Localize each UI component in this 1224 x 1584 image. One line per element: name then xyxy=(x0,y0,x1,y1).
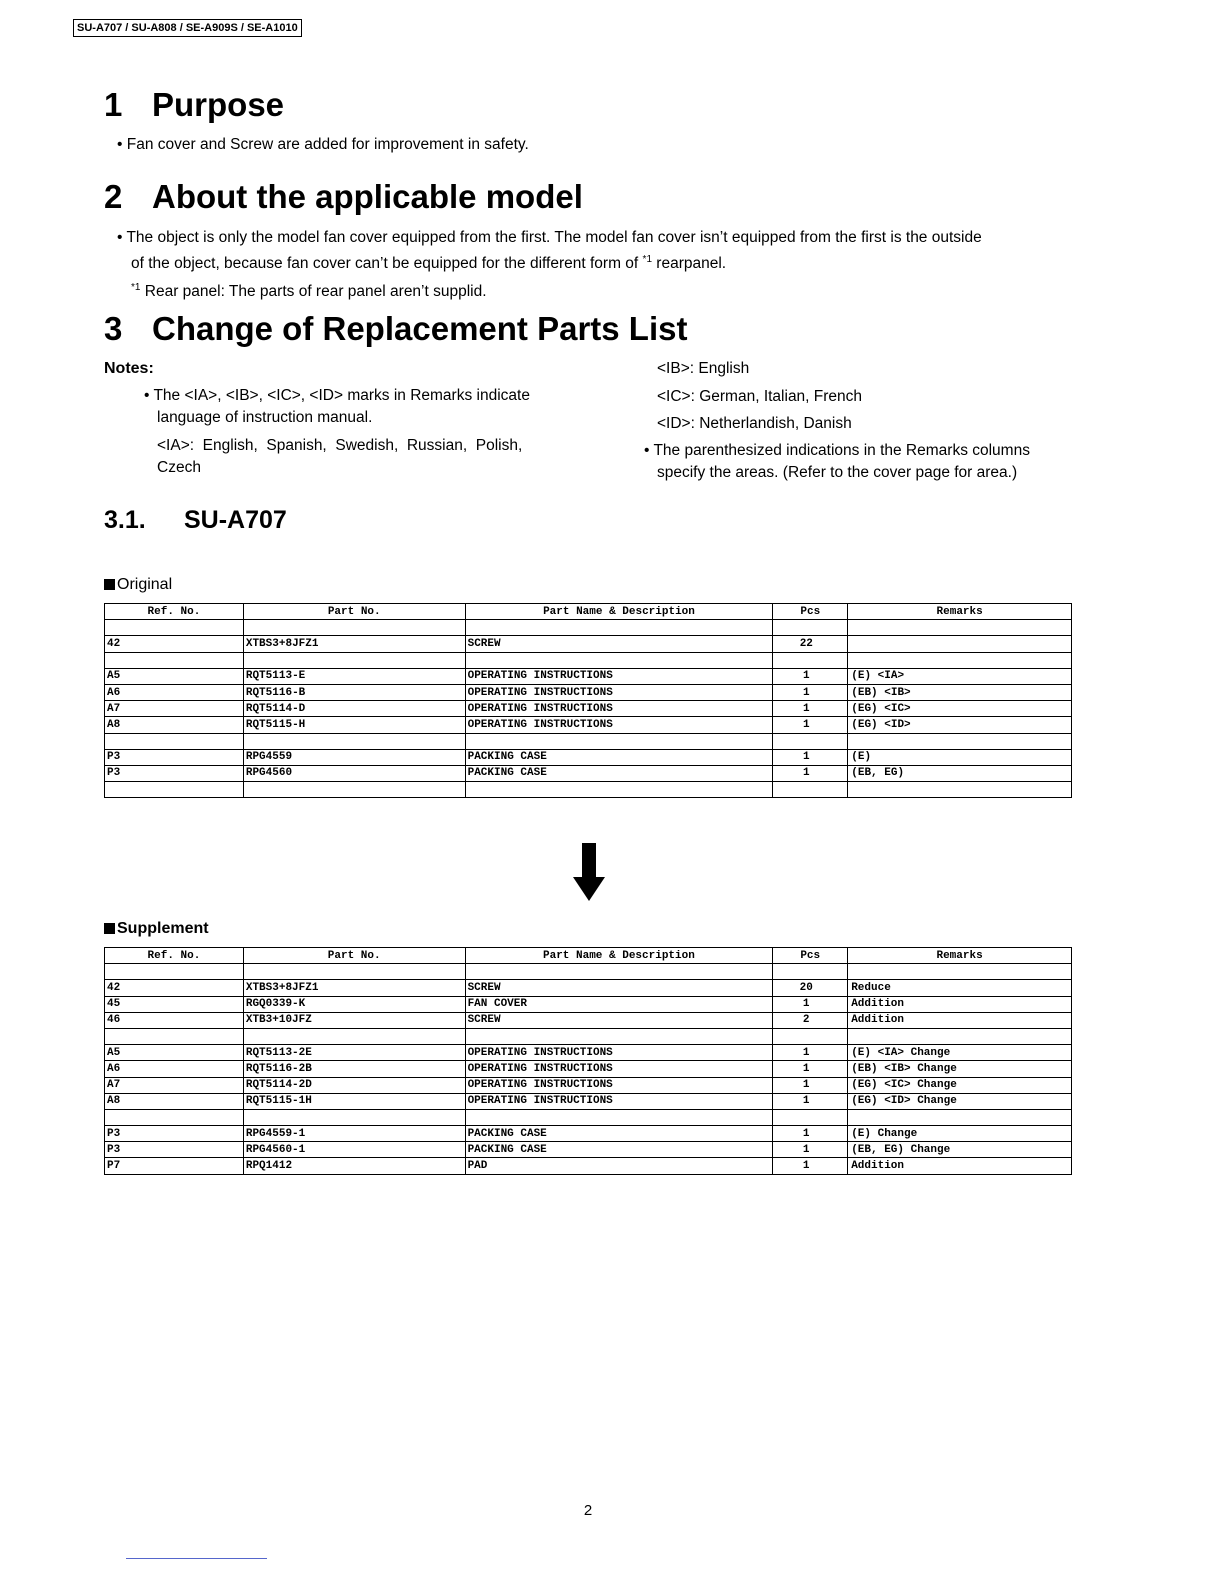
table-header-row xyxy=(105,604,1072,620)
ref-no-cell: A5 xyxy=(105,668,244,684)
remarks-cell xyxy=(848,1109,1072,1125)
bullet-text: of the object, because fan cover can’t be equipped for the different form of xyxy=(131,255,643,273)
original-parts-table xyxy=(104,603,1072,798)
table-row xyxy=(105,996,1072,1012)
pcs-cell: 1 xyxy=(773,684,848,700)
remarks-cell: Reduce xyxy=(848,980,1072,996)
pcs-cell: 1 xyxy=(773,1126,848,1142)
applicable-bullet-line1 xyxy=(117,227,982,249)
section-number: 1 xyxy=(104,86,123,123)
part-name-cell xyxy=(465,1028,773,1044)
section-title-text: Purpose xyxy=(152,86,285,123)
table-row xyxy=(105,1093,1072,1109)
part-no-cell xyxy=(243,1109,465,1125)
down-arrow-icon xyxy=(573,843,605,903)
pcs-cell: 1 xyxy=(773,1077,848,1093)
section-title-change xyxy=(104,309,687,349)
part-name-cell xyxy=(465,1109,773,1125)
table-row xyxy=(105,964,1072,980)
part-no-cell: XTB3+10JFZ xyxy=(243,1012,465,1028)
table-row xyxy=(105,1126,1072,1142)
ref-no-cell: A7 xyxy=(105,1077,244,1093)
part-no-cell xyxy=(243,620,465,636)
remarks-cell xyxy=(848,620,1072,636)
remarks-cell: (E) xyxy=(848,749,1072,765)
header-ref-no: Ref. No. xyxy=(105,604,244,620)
bullet-text: Fan cover and Screw are added for improvement in safety. xyxy=(126,136,529,153)
part-no-cell: RPQ1412 xyxy=(243,1158,465,1174)
note2-line2: specify the areas. (Refer to the cover page for area.) xyxy=(657,464,1018,481)
section-title-text: Change of Replacement Parts List xyxy=(152,310,688,347)
section-title-text: About the applicable model xyxy=(152,178,583,215)
pcs-cell: 22 xyxy=(773,636,848,652)
part-name-cell: FAN COVER xyxy=(465,996,773,1012)
part-name-cell: OPERATING INSTRUCTIONS xyxy=(465,668,773,684)
table-row xyxy=(105,1158,1072,1174)
ref-no-cell: A7 xyxy=(105,701,244,717)
note-text: The <IA>, <IB>, <IC>, <ID> marks in Remarks indicate xyxy=(153,387,530,404)
header-pcs: Pcs xyxy=(773,604,848,620)
remarks-cell: Addition xyxy=(848,1012,1072,1028)
header-remarks: Remarks xyxy=(848,604,1072,620)
ref-no-cell: 42 xyxy=(105,980,244,996)
part-name-cell: OPERATING INSTRUCTIONS xyxy=(465,1045,773,1061)
part-name-cell: OPERATING INSTRUCTIONS xyxy=(465,1077,773,1093)
part-name-cell xyxy=(465,782,773,798)
part-no-cell: RQT5113-2E xyxy=(243,1045,465,1061)
header-remarks: Remarks xyxy=(848,948,1072,964)
ref-no-cell: P7 xyxy=(105,1158,244,1174)
table-row xyxy=(105,765,1072,781)
ref-no-cell: A6 xyxy=(105,684,244,700)
id-note: <ID>: Netherlandish, Danish xyxy=(657,415,852,432)
remarks-cell xyxy=(848,636,1072,652)
table-header-row xyxy=(105,948,1072,964)
remarks-cell: (EG) <IC> Change xyxy=(848,1077,1072,1093)
table-row xyxy=(105,1028,1072,1044)
ref-no-cell xyxy=(105,620,244,636)
section-number: 2 xyxy=(104,178,123,215)
supplement-parts-table xyxy=(104,947,1072,1175)
remarks-cell: (EG) <IC> xyxy=(848,701,1072,717)
section-number: 3 xyxy=(104,310,123,347)
pcs-cell xyxy=(773,1109,848,1125)
header-part-name: Part Name & Description xyxy=(465,948,773,964)
part-no-cell xyxy=(243,652,465,668)
part-name-cell: SCREW xyxy=(465,636,773,652)
pcs-cell: 1 xyxy=(773,1093,848,1109)
square-bullet-icon xyxy=(104,923,115,934)
part-no-cell: RQT5115-H xyxy=(243,717,465,733)
bullet-glyph: • xyxy=(117,229,123,246)
section-title-applicable xyxy=(104,177,583,217)
pcs-cell: 1 xyxy=(773,1061,848,1077)
part-name-cell: SCREW xyxy=(465,980,773,996)
remarks-cell xyxy=(848,652,1072,668)
table-row xyxy=(105,620,1072,636)
remarks-cell xyxy=(848,733,1072,749)
ref-no-cell: P3 xyxy=(105,1126,244,1142)
header-part-name: Part Name & Description xyxy=(465,604,773,620)
footer-rule xyxy=(126,1558,267,1559)
footnote-mark: *1 xyxy=(131,282,141,293)
part-no-cell: RQT5113-E xyxy=(243,668,465,684)
ia-line1: <IA>: English, Spanish, Swedish, Russian, Polish, xyxy=(157,437,523,454)
remarks-cell: (EB) <IB> xyxy=(848,684,1072,700)
note1-line1 xyxy=(144,385,530,407)
ib-note: <IB>: English xyxy=(657,360,750,377)
part-no-cell: XTBS3+8JFZ1 xyxy=(243,980,465,996)
table-row xyxy=(105,733,1072,749)
note1-line2: language of instruction manual. xyxy=(157,409,373,426)
ref-no-cell xyxy=(105,1109,244,1125)
table-row xyxy=(105,1109,1072,1125)
pcs-cell: 1 xyxy=(773,1142,848,1158)
table-row xyxy=(105,652,1072,668)
pcs-cell xyxy=(773,782,848,798)
remarks-cell: (EG) <ID> Change xyxy=(848,1093,1072,1109)
pcs-cell xyxy=(773,620,848,636)
remarks-cell xyxy=(848,782,1072,798)
note2-line1 xyxy=(644,440,1030,462)
pcs-cell: 1 xyxy=(773,996,848,1012)
remarks-cell xyxy=(848,964,1072,980)
ref-no-cell xyxy=(105,964,244,980)
table-row xyxy=(105,636,1072,652)
remarks-cell: Addition xyxy=(848,996,1072,1012)
ref-no-cell: A8 xyxy=(105,1093,244,1109)
ref-no-cell xyxy=(105,733,244,749)
part-no-cell: RQT5114-2D xyxy=(243,1077,465,1093)
header-part-no: Part No. xyxy=(243,604,465,620)
part-no-cell xyxy=(243,782,465,798)
supplement-label xyxy=(104,920,209,938)
pcs-cell: 1 xyxy=(773,749,848,765)
pcs-cell: 1 xyxy=(773,1158,848,1174)
remarks-cell: (E) <IA> Change xyxy=(848,1045,1072,1061)
pcs-cell xyxy=(773,964,848,980)
footnote-text: Rear panel: The parts of rear panel aren’t supplid. xyxy=(140,283,487,301)
pcs-cell: 1 xyxy=(773,701,848,717)
table-row xyxy=(105,1045,1072,1061)
pcs-cell xyxy=(773,652,848,668)
ref-no-cell: A8 xyxy=(105,717,244,733)
part-no-cell: XTBS3+8JFZ1 xyxy=(243,636,465,652)
bullet-text: rearpanel. xyxy=(652,255,727,273)
table-row xyxy=(105,1061,1072,1077)
ic-note: <IC>: German, Italian, French xyxy=(657,388,863,405)
table-row xyxy=(105,701,1072,717)
ref-no-cell: A5 xyxy=(105,1045,244,1061)
remarks-cell: (EB, EG) Change xyxy=(848,1142,1072,1158)
part-no-cell: RPG4560-1 xyxy=(243,1142,465,1158)
bullet-glyph: • xyxy=(117,136,123,153)
square-bullet-icon xyxy=(104,579,115,590)
remarks-cell xyxy=(848,1028,1072,1044)
part-name-cell xyxy=(465,620,773,636)
ref-no-cell xyxy=(105,782,244,798)
ref-no-cell: 46 xyxy=(105,1012,244,1028)
ref-no-cell xyxy=(105,1028,244,1044)
subsection-number: 3.1. xyxy=(104,506,146,534)
ref-no-cell: A6 xyxy=(105,1061,244,1077)
part-name-cell: PACKING CASE xyxy=(465,749,773,765)
table-row xyxy=(105,1142,1072,1158)
table-row xyxy=(105,684,1072,700)
remarks-cell: (E) <IA> xyxy=(848,668,1072,684)
original-label-text: Original xyxy=(117,576,173,593)
footnote xyxy=(131,277,487,303)
purpose-bullet xyxy=(117,134,529,156)
notes-label: Notes: xyxy=(104,360,154,377)
table-row xyxy=(105,668,1072,684)
header-pcs: Pcs xyxy=(773,948,848,964)
part-no-cell: RQT5114-D xyxy=(243,701,465,717)
bullet-text: The object is only the model fan cover equipped from the first. The model fan cover isn’t equipped from the first is the outside xyxy=(126,229,982,246)
bullet-glyph: • xyxy=(644,442,650,459)
part-name-cell: PACKING CASE xyxy=(465,1142,773,1158)
pcs-cell xyxy=(773,1028,848,1044)
ref-no-cell: 42 xyxy=(105,636,244,652)
ref-no-cell: P3 xyxy=(105,1142,244,1158)
part-name-cell xyxy=(465,652,773,668)
part-no-cell xyxy=(243,1028,465,1044)
part-name-cell: OPERATING INSTRUCTIONS xyxy=(465,1061,773,1077)
model-tag: SU-A707 / SU-A808 / SE-A909S / SE-A1010 xyxy=(73,19,302,37)
note-text: The parenthesized indications in the Remarks columns xyxy=(653,442,1030,459)
pcs-cell: 20 xyxy=(773,980,848,996)
table-row xyxy=(105,1077,1072,1093)
table-row xyxy=(105,749,1072,765)
pcs-cell: 2 xyxy=(773,1012,848,1028)
remarks-cell: (E) Change xyxy=(848,1126,1072,1142)
part-name-cell: OPERATING INSTRUCTIONS xyxy=(465,684,773,700)
part-name-cell: OPERATING INSTRUCTIONS xyxy=(465,717,773,733)
part-no-cell: RQT5115-1H xyxy=(243,1093,465,1109)
remarks-cell: (EG) <ID> xyxy=(848,717,1072,733)
part-name-cell: OPERATING INSTRUCTIONS xyxy=(465,1093,773,1109)
ref-no-cell xyxy=(105,652,244,668)
part-no-cell xyxy=(243,733,465,749)
part-name-cell: PACKING CASE xyxy=(465,765,773,781)
part-no-cell: RQT5116-2B xyxy=(243,1061,465,1077)
subsection-title xyxy=(104,506,287,535)
part-name-cell: SCREW xyxy=(465,1012,773,1028)
pcs-cell: 1 xyxy=(773,668,848,684)
supplement-label-text: Supplement xyxy=(117,920,209,937)
ref-no-cell: P3 xyxy=(105,765,244,781)
page-number: 2 xyxy=(583,1502,593,1519)
pcs-cell: 1 xyxy=(773,1045,848,1061)
table-row xyxy=(105,782,1072,798)
part-name-cell xyxy=(465,733,773,749)
footnote-mark: *1 xyxy=(642,254,652,265)
bullet-glyph: • xyxy=(144,387,150,404)
subsection-title-text: SU-A707 xyxy=(184,506,287,534)
part-no-cell: RPG4559-1 xyxy=(243,1126,465,1142)
remarks-cell: (EB, EG) xyxy=(848,765,1072,781)
part-name-cell: PACKING CASE xyxy=(465,1126,773,1142)
part-name-cell: OPERATING INSTRUCTIONS xyxy=(465,701,773,717)
ia-line2: Czech xyxy=(157,459,201,476)
remarks-cell: Addition xyxy=(848,1158,1072,1174)
part-no-cell: RPG4559 xyxy=(243,749,465,765)
part-no-cell: RPG4560 xyxy=(243,765,465,781)
ref-no-cell: P3 xyxy=(105,749,244,765)
applicable-bullet-line2 xyxy=(131,249,726,275)
ref-no-cell: 45 xyxy=(105,996,244,1012)
part-name-cell xyxy=(465,964,773,980)
part-no-cell: RQT5116-B xyxy=(243,684,465,700)
pcs-cell xyxy=(773,733,848,749)
part-no-cell xyxy=(243,964,465,980)
part-no-cell: RGQ0339-K xyxy=(243,996,465,1012)
table-row xyxy=(105,717,1072,733)
pcs-cell: 1 xyxy=(773,765,848,781)
table-row xyxy=(105,980,1072,996)
section-title-purpose xyxy=(104,85,284,125)
header-part-no: Part No. xyxy=(243,948,465,964)
remarks-cell: (EB) <IB> Change xyxy=(848,1061,1072,1077)
header-ref-no: Ref. No. xyxy=(105,948,244,964)
table-row xyxy=(105,1012,1072,1028)
original-label xyxy=(104,576,172,594)
pcs-cell: 1 xyxy=(773,717,848,733)
part-name-cell: PAD xyxy=(465,1158,773,1174)
